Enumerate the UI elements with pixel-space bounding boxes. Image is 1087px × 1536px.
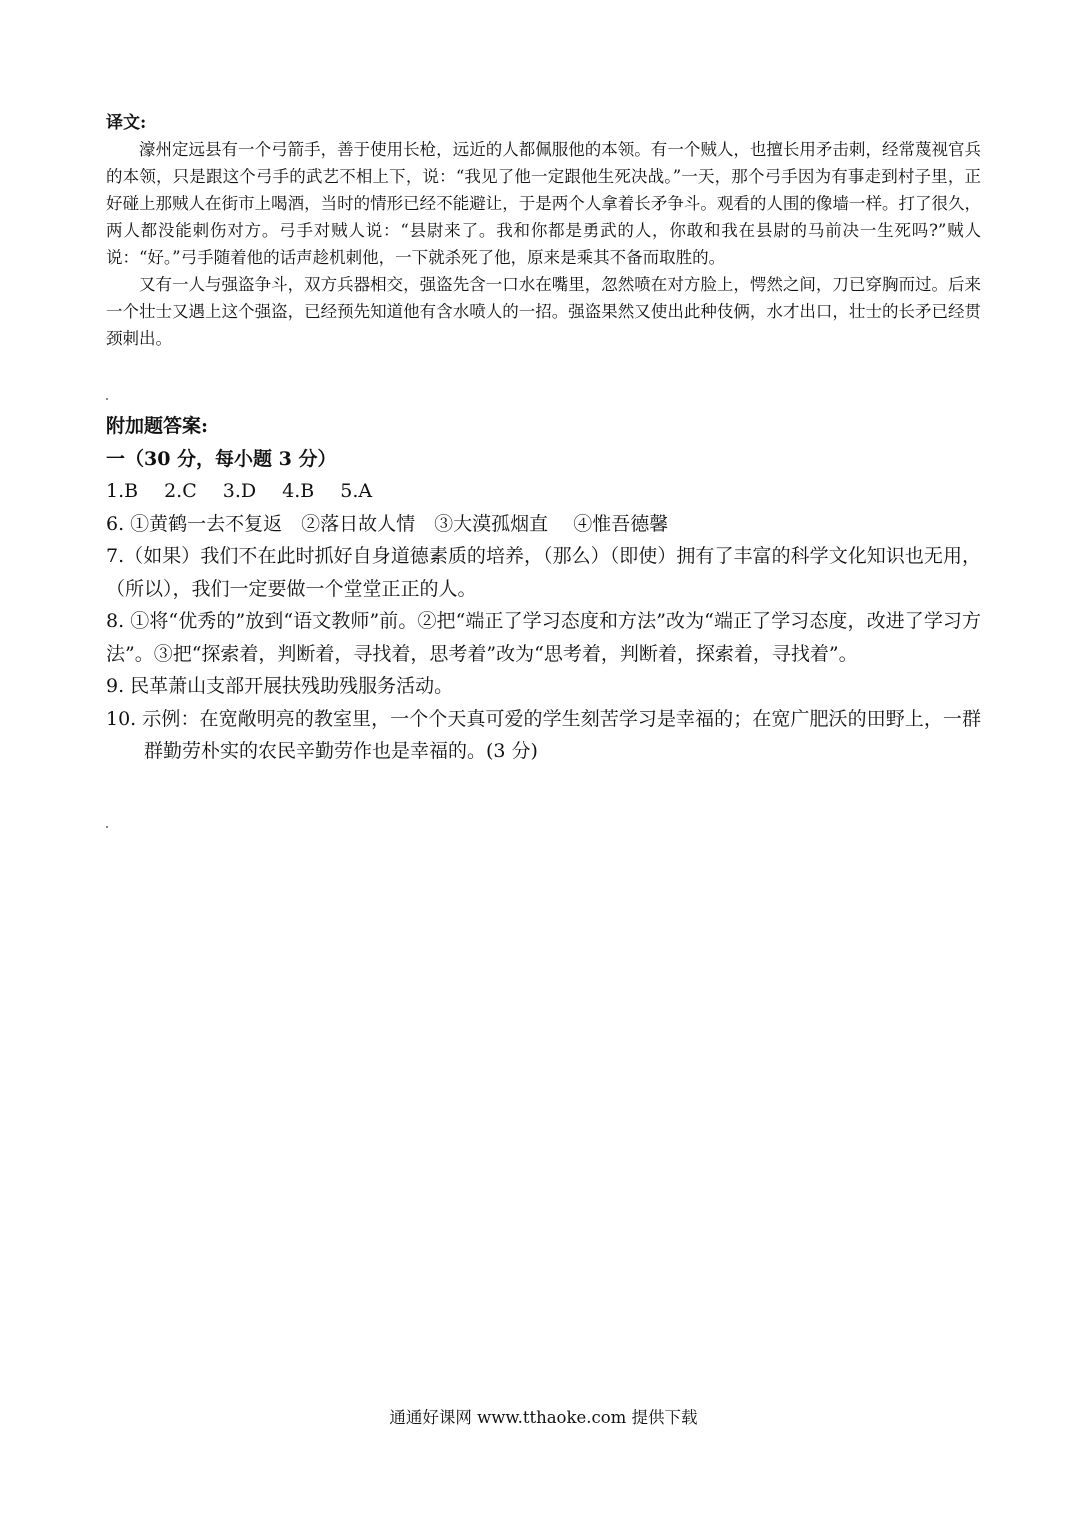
section-1-heading: 一（30 分，每小题 3 分）: [106, 447, 337, 470]
answer-q8: 8. ①将“优秀的”放到“语文教师”前。②把“端正了学习态度和方法”改为“端正了学习态度，改进了学习方法”。③把“探索着，判断着，寻找着，思考着”改为“思考着，判断着，探索着，寻找着”。: [106, 610, 981, 665]
scan-dot: [106, 398, 108, 400]
scan-dot: [106, 826, 108, 828]
answer-q6: 6. ①黄鹤一去不复返 ②落日故人情 ③大漠孤烟直 ④惟吾德馨: [106, 512, 669, 535]
translation-paragraph-2: 又有一人与强盗争斗，双方兵器相交，强盗先含一口水在嘴里，忽然喷在对方脸上，愕然之间，刀已穿胸而过。后来一个壮士又遇上这个强盗，已经预先知道他有含水喷人的一招。强盗果然又使出此种伎俩，水才出口，壮士的长矛已经贯颈刺出。: [106, 275, 981, 348]
answer-q10: 10. 示例：在宽敞明亮的教室里，一个个天真可爱的学生刻苦学习是幸福的；在宽广肥沃的田野上，一群群勤劳朴实的农民辛勤劳作也是幸福的。(3 分): [106, 707, 981, 762]
translation-section: [106, 110, 981, 352]
answers-heading: 附加题答案:: [106, 415, 209, 437]
footer-text: 通通好课网 www.tthaoke.com 提供下载: [389, 1408, 698, 1427]
answer-q4: 4.B: [282, 480, 315, 502]
answer-q2: 2.C: [164, 480, 197, 502]
answer-q9: 9. 民革萧山支部开展扶残助残服务活动。: [106, 675, 454, 697]
answer-q3: 3.D: [222, 480, 257, 502]
translation-heading: 译文:: [106, 113, 147, 133]
answers-q1-5: [106, 475, 981, 508]
answers-section: [106, 410, 981, 768]
answer-q7: 7.（如果）我们不在此时抓好自身道德素质的培养，（那么）（即使）拥有了丰富的科学文化知识也无用，（所以），我们一定要做一个堂堂正正的人。: [106, 545, 981, 600]
translation-paragraph-1: 濠州定远县有一个弓箭手，善于使用长枪，远近的人都佩服他的本领。有一个贼人，也擅长用矛击刺，经常蔑视官兵的本领，只是跟这个弓手的武艺不相上下，说：“我见了他一定跟他生死决战。”一天，那个弓手因为有事走到村子里，正好碰上那贼人在街市上喝酒，当时的情形已经不能避让，于是两个人拿着长矛争斗。观看的人围的像墙一样。打了很久，两人都没能刺伤对方。弓手对贼人说：“县尉来了。我和你都是勇武的人，你敢和我在县尉的马前决一生死吗?”贼人说：“好。”弓手随着他的话声趁机刺他，一下就杀死了他，原来是乘其不备而取胜的。: [106, 140, 981, 267]
answer-q1: 1.B: [106, 480, 139, 502]
answer-q5: 5.A: [340, 480, 373, 502]
